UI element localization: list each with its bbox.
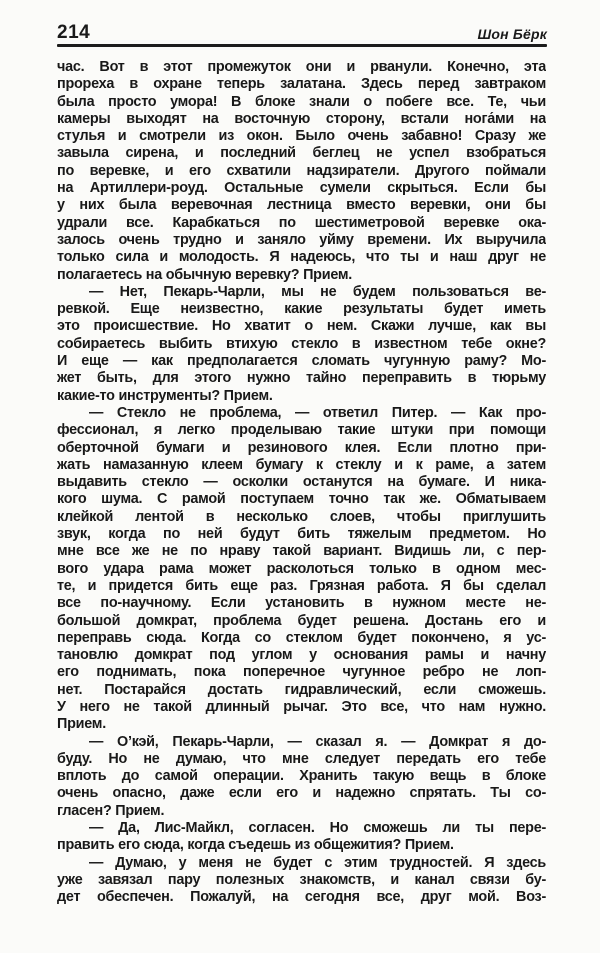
text-line: — Стекло не проблема, — ответил Питер. — Как про- [89, 404, 546, 421]
text-line: оберточной бумаги и резинового клея. Если плотно при- [57, 439, 546, 456]
text-line: час. Вот в этот промежуток они и рванули. Конечно, эта [57, 59, 546, 75]
text-line: буду. Но не думаю, что мне следует передать его тебе [57, 750, 546, 767]
text-line: править его сюда, когда съедешь из общежития? Прием. [57, 837, 454, 854]
text-line: ревкой. Еще неизвестно, какие результаты будет иметь [57, 301, 546, 318]
text-line: по веревке, и его схватили надзиратели. Другого поймали [57, 162, 546, 179]
text-line: стулья и смотрели из окон. Было очень забавно! Сразу же [57, 128, 546, 145]
text-line: у них была веревочная лестница вместо веревки, они бы [57, 197, 546, 214]
text-line: — Думаю, у меня не будет с этим трудностей. Я здесь [89, 854, 546, 871]
text-line: тановлю домкрат под углом у основания рамы и начну [57, 647, 546, 664]
text-line: мне все же не по нраву такой вариант. Видишь ли, с пер- [57, 543, 546, 560]
page-number: 214 [57, 22, 91, 43]
header-rule [57, 44, 547, 47]
text-line: собираетесь выбить втихую стекло в известном тебе окне? [57, 335, 546, 352]
text-line: звук, когда по ней будут бить тяжелым предметом. Но [57, 526, 546, 543]
text-line: какие-то инструменты? Прием. [57, 387, 273, 404]
text-line: его поднимать, пока поперечное чугунное ребро не лоп- [57, 664, 546, 681]
text-line: завыла сирена, и последний беглец не успел взобраться [57, 145, 546, 162]
text-line: вплоть до самой операции. Хранить такую вещь в блоке [57, 768, 546, 785]
text-line: И еще — как предполагается сломать чугунную раму? Мо- [57, 353, 546, 370]
text-line: только сила и молодость. Я надеюсь, что ты и наш друг не [57, 249, 546, 266]
text-line: камеры выходят на восточную сторону, встали нога́ми на [57, 110, 546, 127]
text-line: на Артиллери-роуд. Остальные сумели скрыться. Если бы [57, 180, 546, 197]
page-header [57, 18, 547, 44]
author-running-head: Шон Бёрк [477, 26, 547, 42]
text-line: те, и придется бить еще раз. Грязная работа. Я бы сделал [57, 577, 546, 594]
text-line: фессионал, я легко проделываю такие штуки при помощи [57, 422, 546, 439]
text-line: залось очень трудно и заняло уйму времени. Их выручила [57, 231, 546, 248]
text-line: жать намазанную клеем бумагу к стеклу и к раме, а затем [57, 456, 546, 473]
text-line: нет. Постарайся достать гидравлический, если сможешь. [57, 681, 546, 698]
text-line: переправь сюда. Когда со стеклом будет покончено, я ус- [57, 629, 546, 646]
text-line: У него не такой длинный рычаг. Это все, что нам нужно. [57, 698, 546, 715]
text-line: все по-научному. Если установить в нужном месте не- [57, 595, 546, 612]
text-line: Прием. [57, 716, 106, 733]
text-line: очень опасно, даже если его и надежно спрятать. Ты со- [57, 785, 546, 802]
text-line: гласен? Прием. [57, 802, 165, 819]
text-line: выдавить стекло — осколки останутся на бумаге. И ника- [57, 474, 546, 491]
text-line: была просто умора! В блоке знали о побеге все. Те, чьи [57, 93, 546, 110]
text-line: — Да, Лис-Майкл, согласен. Но сможешь ли ты пере- [89, 820, 546, 837]
text-line: большой домкрат, проблема будет решена. Достань его и [57, 612, 546, 629]
text-line: уже завязал пару полезных знакомств, и канал связи бу- [57, 871, 546, 888]
text-line: жет быть, для этого нужно тайно переправить в тюрьму [57, 370, 546, 387]
text-line: полагаетесь на обычную веревку? Прием. [57, 266, 353, 283]
text-line: вого удара рама может расколоться только в одном мес- [57, 560, 546, 577]
text-line: дет обеспечен. Пожалуй, на сегодня все, друг мой. Воз- [57, 889, 546, 906]
text-line: кого шума. С рамой поступаем точно так же. Обматываем [57, 491, 546, 508]
text-line: клейкой лентой в несколько слоев, чтобы приглушить [57, 508, 546, 525]
text-line: удрали все. Карабкаться по шестиметровой веревке ока- [57, 214, 546, 231]
text-line: прореха в охране теперь залатана. Здесь перед завтраком [57, 76, 546, 93]
text-line: — О’кэй, Пекарь-Чарли, — сказал я. — Домкрат я до- [89, 733, 546, 750]
text-line: — Нет, Пекарь-Чарли, мы не будем пользоваться ве- [89, 283, 546, 300]
text-block [57, 59, 546, 907]
text-line: это происшествие. Но хватит о нем. Скажи лучше, как вы [57, 318, 546, 335]
